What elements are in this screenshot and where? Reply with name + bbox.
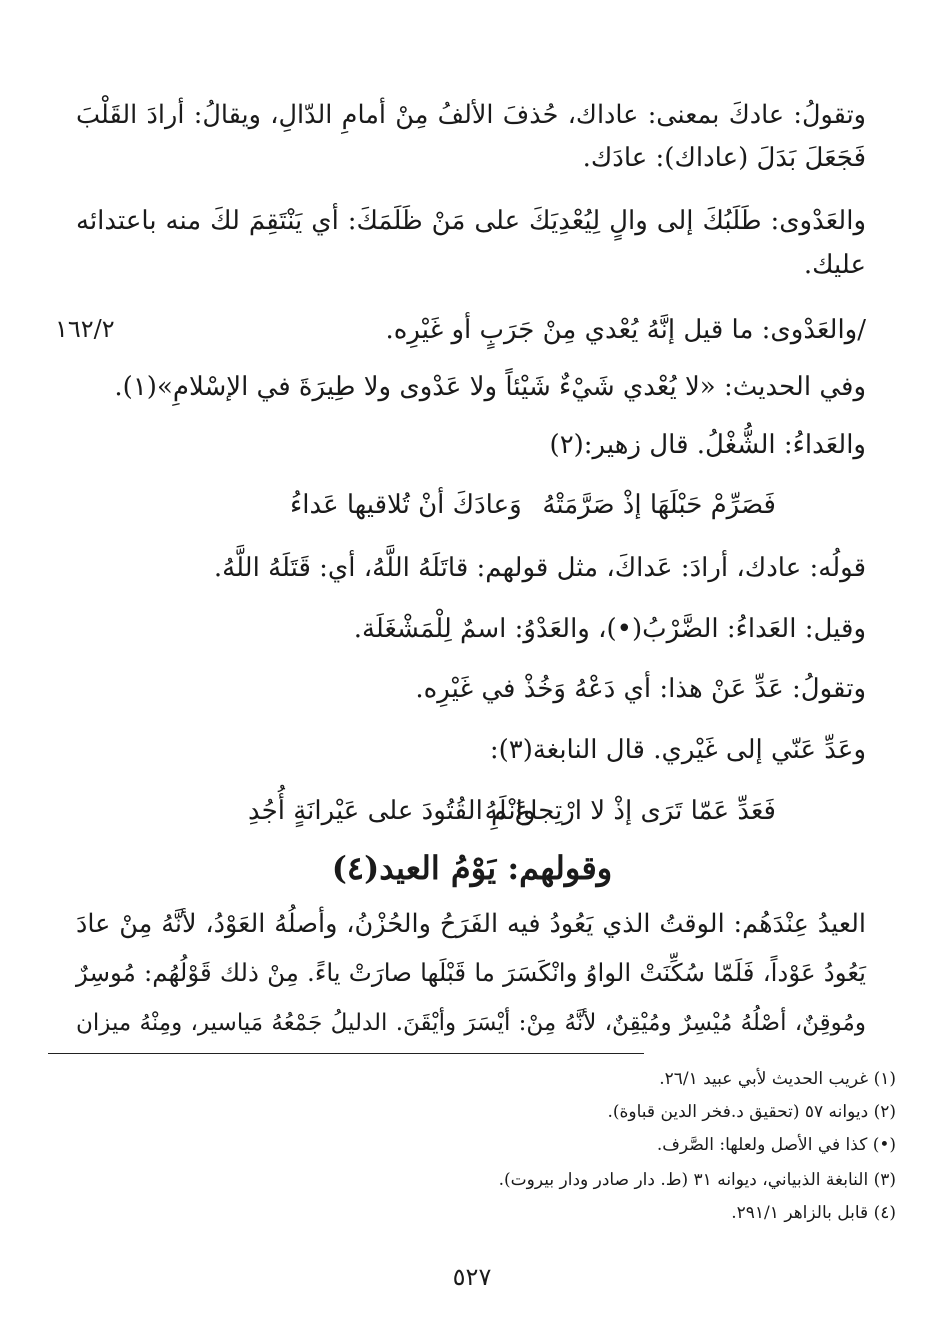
body-line-13: يَعُودُ عَوْداً، فَلَمّا سُكِّنَتْ الواوُ وانْكَسَرَ ما قَبْلَها صارَتْ ياءً. مِنْ ذلك قَوْلُهُم: مُوسِرٌ [76, 958, 866, 987]
section-heading: وقولهم: يَوْمُ العيد(٤) [331, 849, 613, 887]
body-line-3: والعَدْوى: طَلَبُكَ إلى والٍ لِيُعْدِيَكَ على مَنْ ظَلَمَكَ: أي يَنْتَقِمَ لكَ منه باعتدائه [76, 206, 866, 236]
body-line-1: وتقولُ: عادكَ بمعنى: عاداك، حُذفَ الألفُ مِنْ أمامِ الدّالِ، ويقالُ: أرادَ القَلْبَ [76, 100, 866, 130]
body-line-10: وتقولُ: عَدِّ عَنْ هذا: أي دَعْهُ وَخُذْ في غَيْرِه. [415, 674, 866, 704]
body-line-5: /والعَدْوى: ما قيل إنَّهُ يُعْدي مِنْ جَرَبٍ أو غَيْرِه. [385, 315, 866, 345]
footnote-1: (١) غريب الحديث لأبي عبيد ٢٦/١. [659, 1069, 896, 1089]
footnote-divider [48, 1053, 644, 1054]
footnote-2: (٢) ديوانه ٥٧ (تحقيق د.فخر الدين قباوة). [607, 1102, 896, 1122]
body-line-12: العيدُ عِنْدَهُم: الوقتُ الذي يَعُودُ فيه الفَرَحُ والحُزْنُ، وأصلُهُ العَوْدُ، لأنَّهُ مِنْ عادَ [76, 909, 866, 939]
body-line-9: وقيل: العَداءُ: الضَّرْبُ(•)، والعَدْوُ: اسمٌ لِلْمَشْغَلَة. [353, 614, 866, 644]
verse-2-second-hemistich: وانْمِ القُتُودَ على عَيْرانَةٍ أُجُدِ [248, 796, 536, 826]
body-line-6: وفي الحديث: «لا يُعْدي شَيْءٌ شَيْئاً ولا عَدْوى ولا طِيرَةَ في الإسْلامِ»(١). [114, 372, 866, 402]
margin-reference: ١٦٢/٢ [55, 315, 115, 343]
body-line-4: عليك. [803, 250, 866, 280]
body-line-8: قولُه: عادك، أرادَ: عَداكَ، مثل قولهم: قاتَلَهُ اللَّهُ، أي: قَتَلَهُ اللَّهُ. [213, 553, 866, 583]
body-line-14: ومُوقِنٌ، أصْلُهُ مُيْسِرٌ ومُيْقِنٌ، لأنَّهُ مِنْ: أيْسَرَ وأيْقَنَ. الدليلُ جَمْعُهُ مَياسير، ومِنْهُ ميزان [76, 1010, 866, 1036]
footnote-5: (٤) قابل بالزاهر ٢٩١/١. [731, 1203, 896, 1223]
body-line-2: فَجَعَلَ بَدَلَ (عاداك): عادَك. [582, 143, 866, 173]
body-line-11: وعَدِّ عَنّي إلى غَيْري. قال النابغة(٣): [489, 735, 866, 765]
page-number: ٥٢٧ [452, 1263, 492, 1291]
verse-2-first-hemistich: فَعَدِّ عَمّا تَرَى إذْ لا ارْتِجاعَ لَهُ [484, 796, 776, 826]
footnote-4: (٣) النابغة الذبياني، ديوانه ٣١ (ط. دار صادر ودار بيروت). [498, 1170, 896, 1190]
footnote-3: (•) كذا في الأصل ولعلها: الصَّرف. [656, 1135, 896, 1155]
verse-1-first-hemistich: فَصَرِّمْ حَبْلَهَا إذْ صَرَّمَتْهُ [542, 490, 776, 520]
verse-1-second-hemistich: وَعادَكَ أنْ تُلاقيها عَداءُ [290, 490, 522, 520]
body-line-7: والعَداءُ: الشُّغْلُ. قال زهير:(٢) [549, 430, 866, 460]
